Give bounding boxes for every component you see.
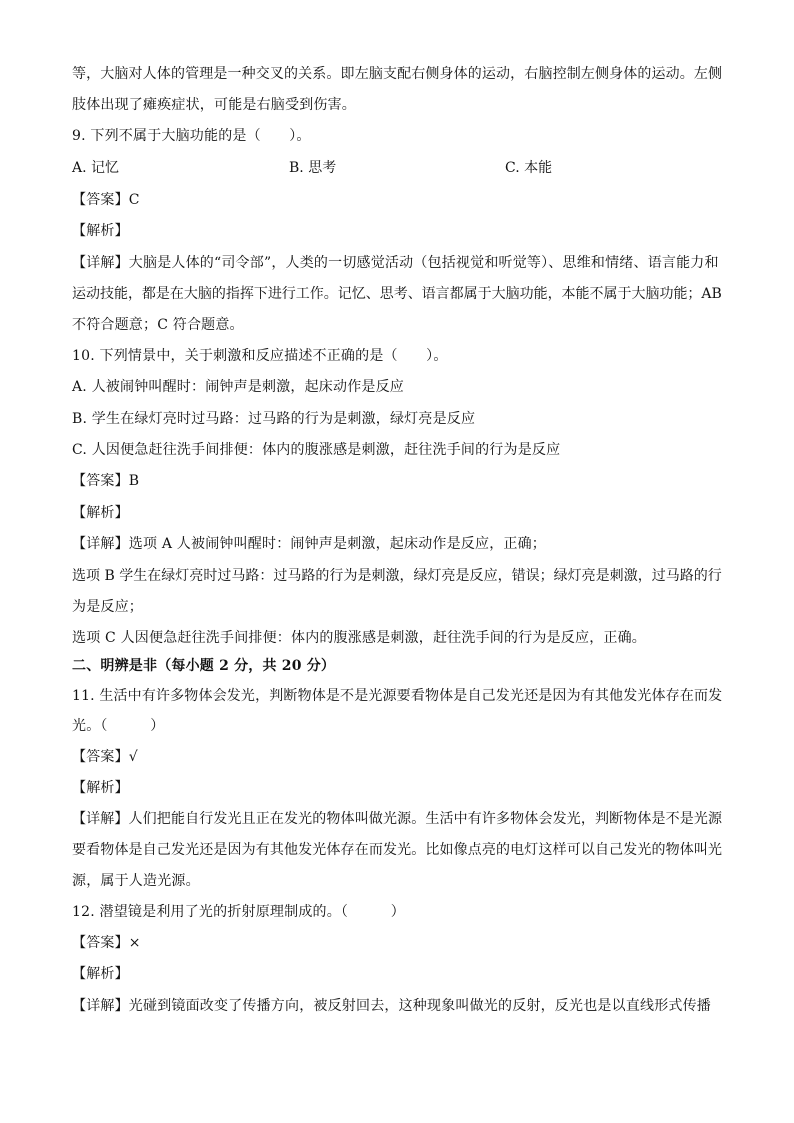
question-11: 11. 生活中有许多物体会发光，判断物体是不是光源要看物体是自己发光还是因为有其他发光体存在而发 [72,688,723,704]
q10-option-a: A. 人被闹钟叫醒时：闹钟声是刺激，起床动作是反应 [72,379,405,395]
text-line: 光。（ ） [72,718,165,734]
question-10: 10. 下列情景中，关于刺激和反应描述不正确的是（ ）。 [72,348,448,364]
analysis-label: 【解析】 [72,505,129,521]
text-line: 【详解】人们把能自行发光且正在发光的物体叫做光源。生活中有许多物体会发光，判断物体是不是光源 [72,811,723,827]
text-line: 源，属于人造光源。 [72,873,200,889]
answer-label: 【答案】× [72,935,141,951]
text-line: 肢体出现了瘫痪症状，可能是右脑受到伤害。 [72,97,356,113]
analysis-label: 【解析】 [72,966,129,982]
text-line: 【详解】光碰到镜面改变了传播方向，被反射回去，这种现象叫做光的反射，反光也是以直线形式传播 [72,998,711,1014]
question-9: 9. 下列不属于大脑功能的是（ ）。 [72,128,311,144]
answer-label: 【答案】B [72,473,140,489]
q10-option-c: C. 人因便急赶往洗手间排便：体内的腹涨感是刺激，赶往洗手间的行为是反应 [72,442,561,458]
text-line: 运动技能，都是在大脑的指挥下进行工作。记忆、思考、语言都属于大脑功能，本能不属于大脑功能；AB [72,286,722,302]
q9-option-a: A. 记忆 [72,160,120,176]
q9-option-c: C. 本能 [505,160,553,176]
question-12: 12. 潜望镜是利用了光的折射原理制成的。（ ） [72,904,405,920]
analysis-label: 【解析】 [72,223,129,239]
text-line: 【详解】大脑是人体的“司令部”，人类的一切感觉活动（包括视觉和听觉等）、思维和情绪、语言能力和 [72,255,719,271]
analysis-label: 【解析】 [72,780,129,796]
text-line: 等，大脑对人体的管理是一种交叉的关系。即左脑支配右侧身体的运动，右脑控制左侧身体的运动。左侧 [72,66,723,82]
text-line: 不符合题意；C 符合题意。 [72,317,244,333]
answer-label: 【答案】C [72,192,140,208]
section-heading: 二、明辨是非（每小题 2 分，共 20 分） [72,658,336,674]
q9-option-b: B. 思考 [289,160,337,176]
text-line: 要看物体是自己发光还是因为有其他发光体存在而发光。比如像点亮的电灯这样可以自己发光的物体叫光 [72,842,723,858]
text-line: 选项 B 学生在绿灯亮时过马路：过马路的行为是刺激，绿灯亮是反应，错误；绿灯亮是刺激，过马路的行 [72,568,722,584]
text-line: 【详解】选项 A 人被闹钟叫醒时：闹钟声是刺激，起床动作是反应，正确； [72,536,547,552]
text-line: 为是反应； [72,599,143,615]
q10-option-b: B. 学生在绿灯亮时过马路：过马路的行为是刺激，绿灯亮是反应 [72,411,476,427]
text-line: 选项 C 人因便急赶往洗手间排便：体内的腹涨感是刺激，赶往洗手间的行为是反应，正确。 [72,630,647,646]
answer-label: 【答案】√ [72,749,138,765]
